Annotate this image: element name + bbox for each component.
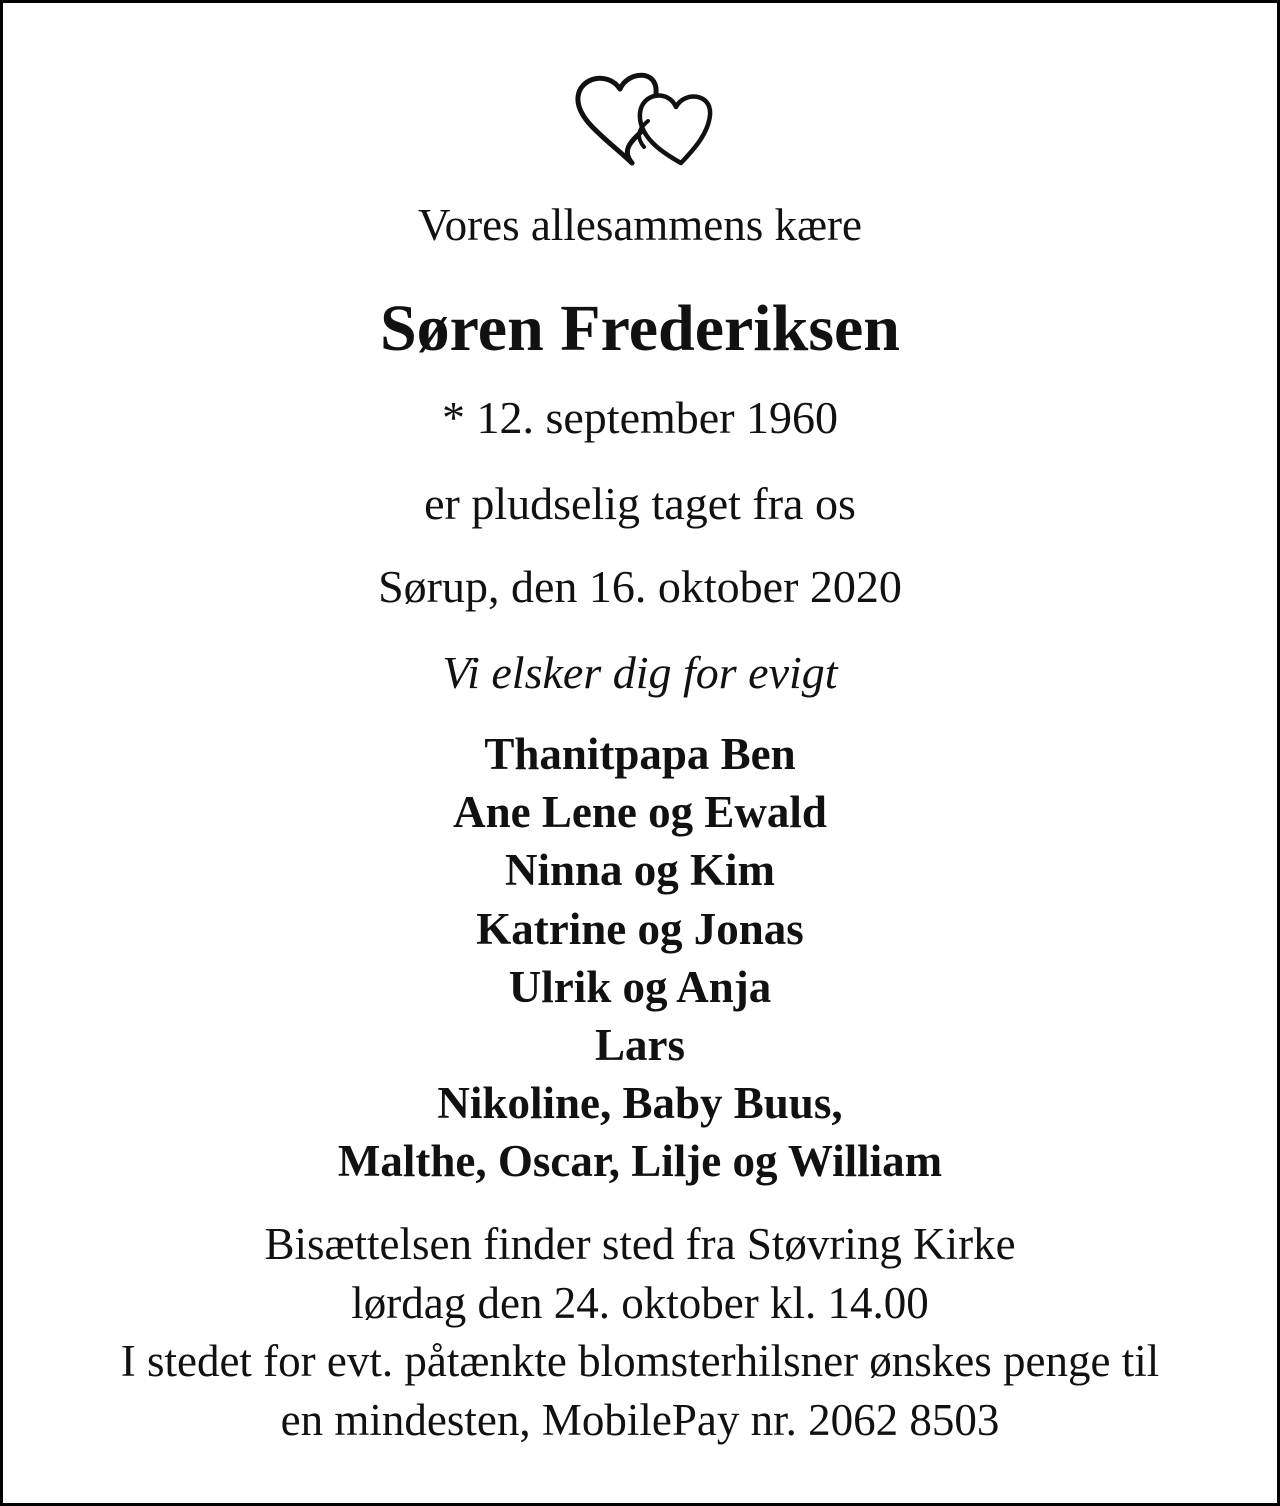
family-member: Thanitpapa Ben <box>484 729 796 779</box>
funeral-info <box>3 1215 1277 1449</box>
place-and-date: Sørup, den 16. oktober 2020 <box>378 561 902 612</box>
funeral-line: I stedet for evt. påtænkte blomsterhilsner ønskes penge til <box>120 1336 1160 1386</box>
double-hearts-icon <box>568 65 718 170</box>
family-member: Lars <box>595 1020 685 1071</box>
family-member: Ane Lene og Ewald <box>453 787 827 838</box>
intro-text: Vores allesammens kære <box>417 200 863 250</box>
passing-text: er pludselig taget fra os <box>424 478 856 529</box>
deceased-name: Søren Frederiksen <box>379 292 901 365</box>
funeral-line: Bisættelsen finder sted fra Støvring Kirke <box>264 1219 1016 1269</box>
family-member: Ninna og Kim <box>504 845 776 896</box>
funeral-line: lørdag den 24. oktober kl. 14.00 <box>351 1277 929 1328</box>
family-member: Nikoline, Baby Buus, <box>437 1078 843 1129</box>
family-member: Malthe, Oscar, Lilje og William <box>337 1136 943 1187</box>
birth-date: * 12. september 1960 <box>441 392 839 443</box>
funeral-line: en mindesten, MobilePay nr. 2062 8503 <box>280 1394 1000 1445</box>
tagline: Vi elsker dig for evigt <box>442 647 838 698</box>
family-member: Katrine og Jonas <box>476 903 804 954</box>
family-list <box>3 725 1277 1191</box>
family-member: Ulrik og Anja <box>508 961 772 1012</box>
